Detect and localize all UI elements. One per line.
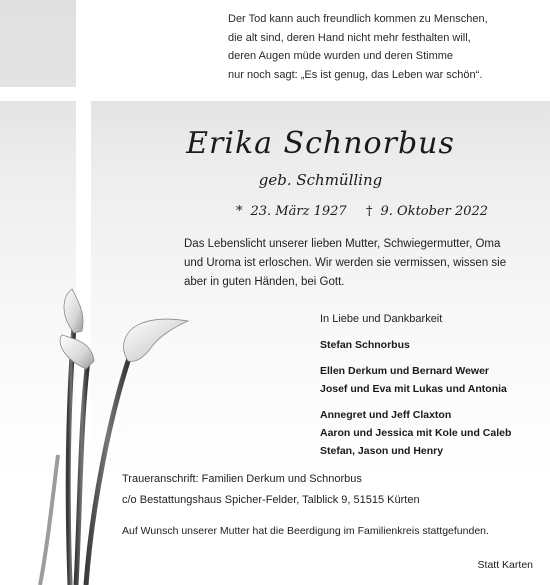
mourner-line: Aaron und Jessica mit Kole und Caleb xyxy=(320,427,512,439)
cross-horizontal-bar xyxy=(0,87,550,101)
mourner-group xyxy=(320,406,511,460)
birth-symbol: * xyxy=(236,204,243,219)
mourners-list xyxy=(320,336,511,468)
poem-line: deren Augen müde wurden und deren Stimme xyxy=(228,50,454,62)
signoff: In Liebe und Dankbarkeit xyxy=(320,313,443,325)
address-line: c/o Bestattungshaus Spicher-Felder, Talblick 9, 51515 Kürten xyxy=(122,494,420,506)
birth-date: 23. März 1927 xyxy=(250,204,347,219)
mourner-group xyxy=(320,336,511,354)
mourner-group xyxy=(320,362,511,398)
birth-date-line xyxy=(236,204,347,219)
mourner-line: Ellen Derkum und Bernard Wewer xyxy=(320,365,490,377)
mourner-line: Stefan Schnorbus xyxy=(320,339,410,351)
mourner-line: Stefan, Jason und Henry xyxy=(320,445,444,457)
message-line: aber in guten Händen, bei Gott. xyxy=(184,276,345,288)
lily-flowers xyxy=(60,289,188,369)
poem-line: die alt sind, deren Hand nicht mehr festhalten will, xyxy=(228,31,471,44)
death-date-line xyxy=(366,204,488,219)
mourner-line: Annegret und Jeff Claxton xyxy=(320,409,452,421)
poem xyxy=(228,10,538,84)
closing-note: Statt Karten xyxy=(477,559,533,571)
poem-line: Der Tod kann auch freundlich kommen zu Menschen, xyxy=(228,13,488,25)
message-line: und Uroma ist erloschen. Wir werden sie vermissen, wissen sie xyxy=(184,257,507,269)
address-line: Traueranschrift: Familien Derkum und Schnorbus xyxy=(122,473,362,485)
death-date: 9. Oktober 2022 xyxy=(380,204,489,219)
poem-line: nur noch sagt: „Es ist genug, das Leben war schön“. xyxy=(228,68,483,81)
deceased-name: Erika Schnorbus xyxy=(186,126,455,161)
funeral-note: Auf Wunsch unserer Mutter hat die Beerdigung im Familienkreis stattgefunden. xyxy=(122,525,489,537)
mourner-line: Josef und Eva mit Lukas und Antonia xyxy=(320,383,507,395)
calla-lilies-illustration xyxy=(30,285,200,585)
memorial-message xyxy=(184,235,534,292)
message-line: Das Lebenslicht unserer lieben Mutter, Schwiegermutter, Oma xyxy=(184,238,501,250)
death-symbol: † xyxy=(366,204,373,219)
maiden-name: geb. Schmülling xyxy=(258,171,383,189)
